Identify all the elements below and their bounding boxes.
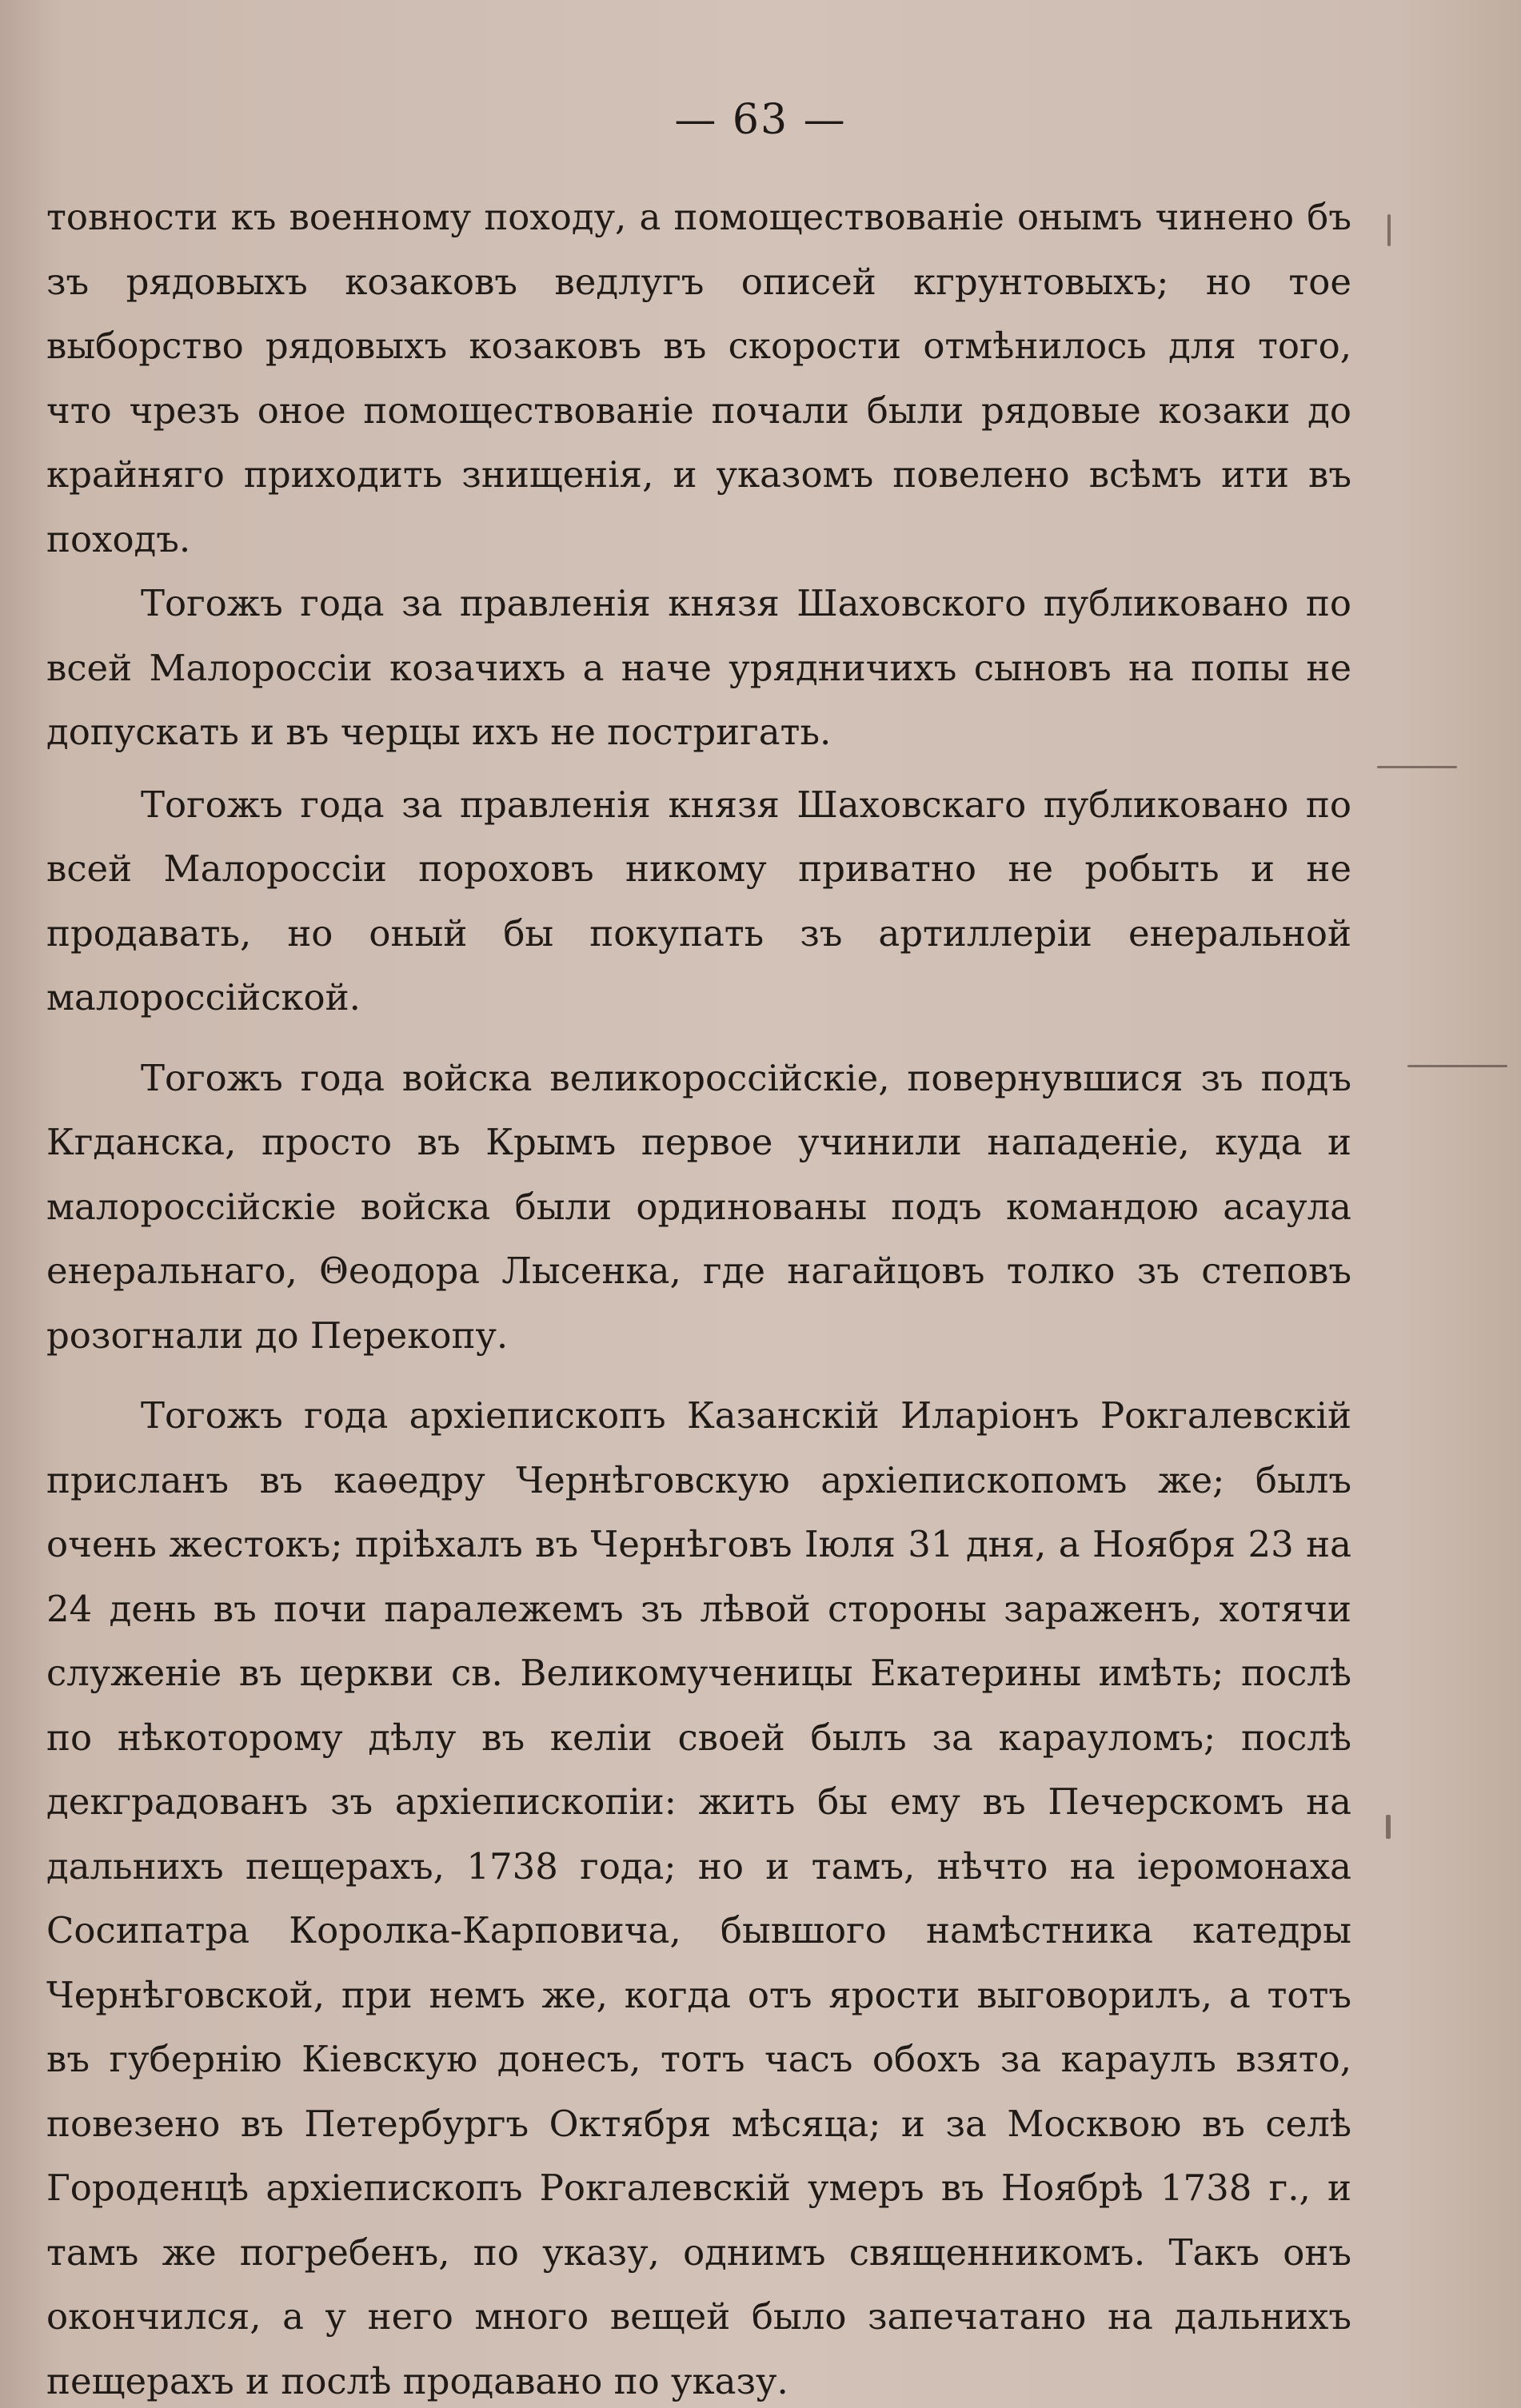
page-number: — 63 — bbox=[674, 96, 847, 144]
paragraph: Тогожъ года войска великороссійскіе, повернувшися зъ подъ Кгданска, просто въ Крымъ первое учинили нападеніе, куда и малороссійскіе войска были ординованы подъ командою асаула енеральнаго, Θеодора Лысенка, где нагайцовъ толко зъ степовъ розогнали до Перекопу. bbox=[46, 1056, 1351, 1357]
edge-mark bbox=[1387, 214, 1391, 246]
body-text bbox=[46, 185, 1351, 2408]
paragraph: Тогожъ года за правленія князя Шаховского публиковано по всей Малороссіи козачихъ а наче урядничихъ сыновъ на попы не допускать и въ черцы ихъ не постригать. bbox=[46, 582, 1351, 753]
edge-mark bbox=[1386, 1815, 1391, 1839]
paragraph: товности къ военному походу, а помоществованіе онымъ чинено бъ зъ рядовыхъ козаковъ ведлугъ описей кгрунтовыхъ; но тое выборство рядовыхъ козаковъ въ скорости отмѣнилось для того, что чрезъ оное помоществованіе почали были рядовые козаки до крайняго приходить знищенія, и указомъ повелено всѣмъ ити въ походъ. bbox=[46, 196, 1351, 560]
edge-mark bbox=[1407, 1065, 1507, 1067]
paragraph: Тогожъ года за правленія князя Шаховскаго публиковано по всей Малороссіи пороховъ никому приватно не робыть и не продавать, но оный бы покупать зъ артиллеріи енеральной малороссійской. bbox=[46, 783, 1351, 1019]
edge-mark bbox=[1377, 766, 1457, 768]
paragraph: Тогожъ года архіепископъ Казанскій Иларіонъ Рокгалевскій присланъ въ каѳедру Чернѣговскую архіепископомъ же; былъ очень жестокъ; пріѣхалъ въ Чернѣговъ Іюля 31 дня, а Ноября 23 на 24 день въ почи паралежемъ зъ лѣвой стороны зараженъ, хотячи служеніе въ церкви св. Великомученицы Екатерины имѣть; послѣ по нѣкоторому дѣлу въ келіи своей былъ за карауломъ; послѣ декградованъ зъ архіепископіи: жить бы ему въ Печерскомъ на дальнихъ пещерахъ, 1738 года; но и тамъ, нѣчто на іеромонаха Сосипатра Королка-Карповича, бывшого намѣстника катедры Чернѣговской, при немъ же, когда отъ ярости выговорилъ, а тотъ въ губернію Кіевскую донесъ, тотъ часъ обохъ за караулъ взято, повезено въ Петербургъ Октября мѣсяца; и за Москвою въ селѣ Городенцѣ архіепископъ Рокгалевскій умеръ въ Ноябрѣ 1738 г., и тамъ же погребенъ, по указу, однимъ священникомъ. Такъ онъ окончился, а у него много вещей было запечатано на дальнихъ пещерахъ и послѣ продавано по указу. bbox=[46, 1394, 1351, 2402]
bleed-through bbox=[1377, 592, 1521, 664]
